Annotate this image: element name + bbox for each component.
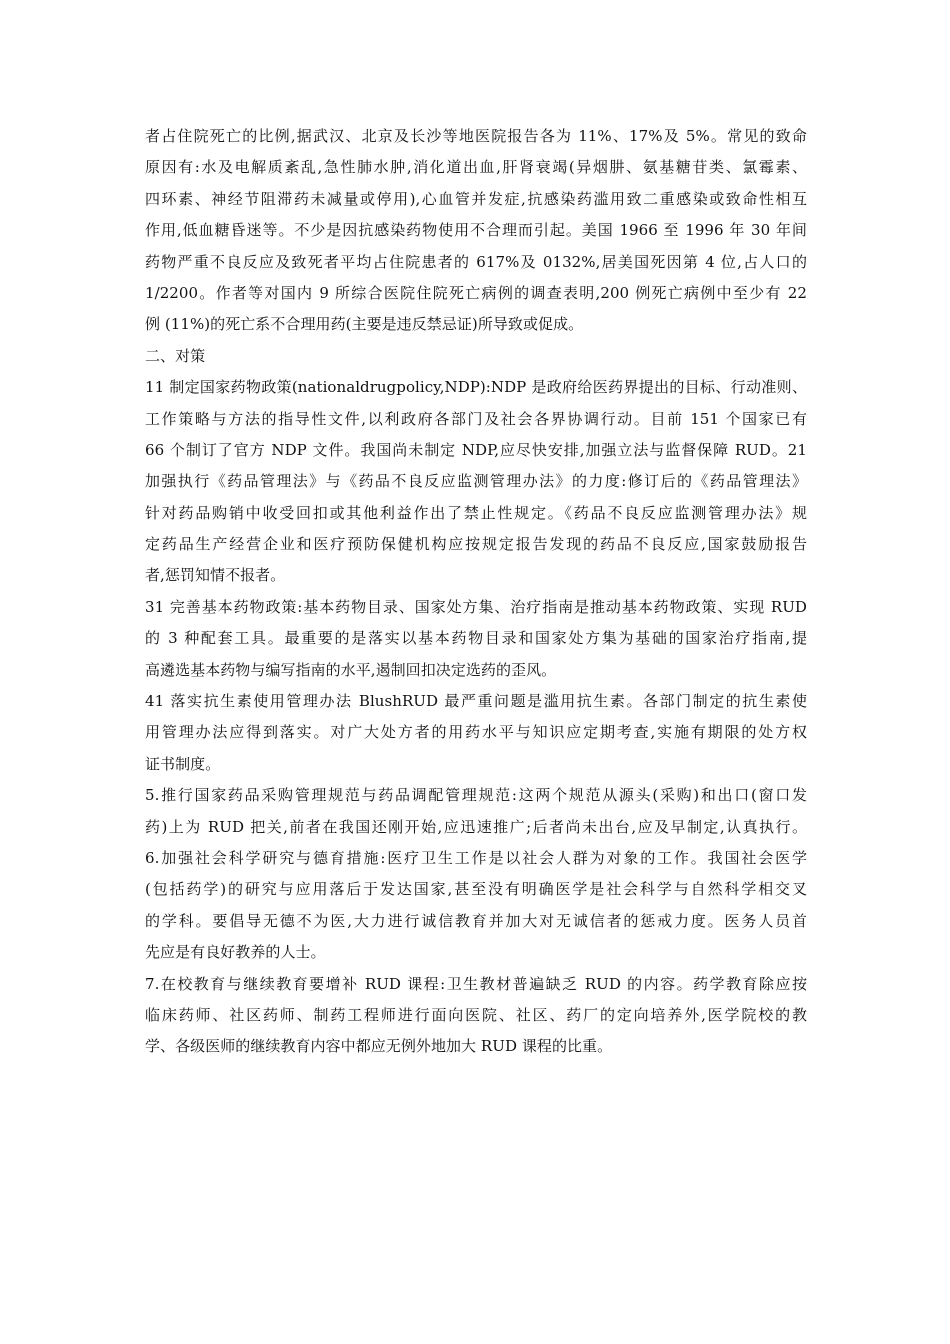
- body-text: [145, 121, 807, 1063]
- text-line-26: 的学科。要倡导无德不为医,大力进行诚信教育并加大对无诚信者的惩戒力度。医务人员首: [145, 911, 807, 930]
- text-line-14: 定药品生产经营企业和医疗预防保健机构应按规定报告发现的药品不良反应,国家鼓励报告: [145, 535, 807, 554]
- text-line-7: 例 (11%)的死亡系不合理用药(主要是违反禁忌证)所导致或促成。: [145, 315, 584, 334]
- text-line-2: 原因有:水及电解质紊乱,急性肺水肿,消化道出血,肝肾衰竭(异烟肼、氨基糖苷类、氯霉素、: [145, 158, 807, 177]
- text-line-25: (包括药学)的研究与应用落后于发达国家,甚至没有明确医学是社会科学与自然科学相交叉: [145, 880, 807, 899]
- section-heading: 二、对策: [145, 346, 206, 365]
- text-line-17: 的 3 种配套工具。最重要的是落实以基本药物目录和国家处方集为基础的国家治疗指南,提: [145, 629, 807, 648]
- text-line-28: 7.在校教育与继续教育要增补 RUD 课程:卫生教材普遍缺乏 RUD 的内容。药学教育除应按: [145, 974, 807, 993]
- text-line-20: 用管理办法应得到落实。对广大处方者的用药水平与知识应定期考查,实施有期限的处方权: [145, 723, 807, 742]
- text-line-23: 药)上为 RUD 把关,前者在我国还刚开始,应迅速推广;后者尚未出台,应及早制定,认真执行。: [145, 817, 807, 836]
- text-line-16: 31 完善基本药物政策:基本药物目录、国家处方集、治疗指南是推动基本药物政策、实现 RUD: [145, 597, 807, 616]
- text-line-15: 者,惩罚知情不报者。: [145, 566, 286, 585]
- text-line-11: 66 个制订了官方 NDP 文件。我国尚未制定 NDP,应尽快安排,加强立法与监督保障 RUD。21: [145, 440, 807, 459]
- text-line-21: 证书制度。: [145, 754, 221, 773]
- text-line-29: 临床药师、社区药师、制药工程师进行面向医院、社区、药厂的定向培养外,医学院校的教: [145, 1005, 807, 1024]
- text-line-30: 学、各级医师的继续教育内容中都应无例外地加大 RUD 课程的比重。: [145, 1037, 613, 1056]
- text-line-4: 作用,低血糖昏迷等。不少是因抗感染药物使用不合理而引起。美国 1966 至 1996 年 30 年间: [145, 221, 807, 240]
- text-line-10: 工作策略与方法的指导性文件,以利政府各部门及社会各界协调行动。目前 151 个国家已有: [145, 409, 807, 428]
- text-line-18: 高遴选基本药物与编写指南的水平,遏制回扣决定选药的歪风。: [145, 660, 557, 679]
- text-line-24: 6.加强社会科学研究与德育措施:医疗卫生工作是以社会人群为对象的工作。我国社会医学: [145, 848, 807, 867]
- text-line-5: 药物严重不良反应及致死者平均占住院患者的 617%及 0132%,居美国死因第 4 位,占人口的: [145, 252, 807, 271]
- text-line-3: 四环素、神经节阻滞药未减量或停用),心血管并发症,抗感染药滥用致二重感染或致命性相互: [145, 189, 807, 208]
- text-line-12: 加强执行《药品管理法》与《药品不良反应监测管理办法》的力度:修订后的《药品管理法》: [145, 472, 807, 491]
- text-line-9: 11 制定国家药物政策(nationaldrugpolicy,NDP):NDP 是政府给医药界提出的目标、行动准则、: [145, 378, 807, 397]
- text-line-6: 1/2200。作者等对国内 9 所综合医院住院死亡病例的调查表明,200 例死亡病例中至少有 22: [145, 283, 807, 302]
- text-line-1: 者占住院死亡的比例,据武汉、北京及长沙等地医院报告各为 11%、17%及 5%。常见的致命: [145, 127, 807, 145]
- text-line-13: 针对药品购销中收受回扣或其他利益作出了禁止性规定。《药品不良反应监测管理办法》规: [145, 503, 807, 522]
- text-line-22: 5.推行国家药品采购管理规范与药品调配管理规范:这两个规范从源头(采购)和出口(窗口发: [145, 786, 807, 805]
- text-line-27: 先应是有良好教养的人士。: [145, 943, 326, 962]
- text-line-19: 41 落实抗生素使用管理办法 BlushRUD 最严重问题是滥用抗生素。各部门制定的抗生素使: [145, 692, 807, 711]
